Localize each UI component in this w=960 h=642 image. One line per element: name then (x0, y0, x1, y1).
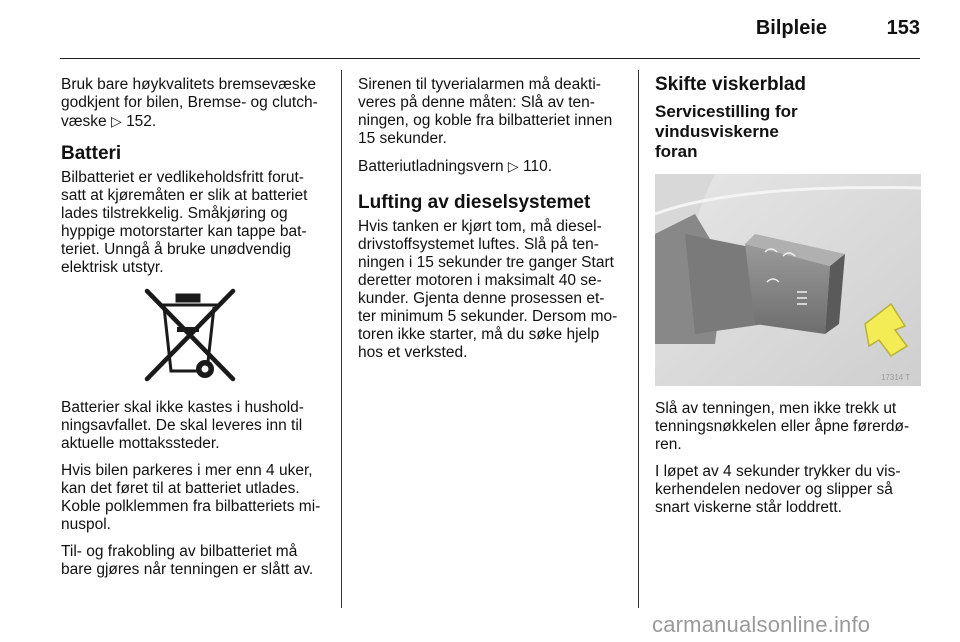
step2-paragraph: I løpet av 4 sekunder trykker du vis- kerhendelen nedover og slipper så snart viskerne står loddrett. (655, 463, 901, 516)
battery-paragraph: Bilbatteriet er vedlikeholdsfritt forut- satt at kjøremåten er slik at batteriet lades tilstrekkelig. Småkjøring og hyppige motorstarter kan tappe bat- teriet. Unngå å bruke unødvendig elektrisk utstyr. (61, 169, 308, 276)
page-reference-link[interactable]: 110. (523, 158, 553, 175)
xref-arrow-icon: ▷ (110, 113, 122, 129)
diesel-heading: Lufting av dieselsystemet (358, 192, 591, 213)
diesel-paragraph: Hvis tanken er kjørt tom, må diesel- drivstoffsystemet luftes. Slå på ten- ningen i 15 sekunder tre ganger Start deretter motoren i maksimalt 40 se- kunder. Gjenta denne prosessen et- ter minimum 5 sekunder. Dersom mo- toren ikke starter, må du søke hjelp hos et verksted. (358, 218, 618, 361)
page-number: 153 (886, 17, 920, 39)
image-code: 17314 T (881, 373, 911, 382)
section-title: Bilpleie (755, 17, 827, 39)
page-reference-link[interactable]: 152. (126, 113, 157, 130)
page-header (0, 0, 960, 62)
connect-paragraph: Til- og frakobling av bilbatteriet må bare gjøres når tenningen er slått av. (61, 543, 314, 578)
parking-paragraph: Hvis bilen parkeres i mer enn 4 uker, kan det føret til at batteriet utlades. Koble polklemmen fra bilbatteriets mi- nuspol. (61, 462, 321, 533)
xref-arrow-icon: ▷ (507, 158, 519, 174)
wiper-heading: Skifte viskerblad (655, 74, 807, 95)
wiper-lever-illustration (655, 174, 921, 386)
watermark-text: carmanualsonline.info (652, 612, 871, 637)
battery-heading: Batteri (61, 143, 122, 164)
column-divider (638, 70, 639, 608)
column-right (655, 76, 925, 526)
column-divider (341, 70, 342, 608)
disposal-paragraph: Batterier skal ikke kastes i hushold- ningsavfallet. De skal leveres inn til aktuelle mottakssteder. (61, 399, 304, 452)
column-left (61, 76, 333, 588)
service-position-heading: Servicestilling for vindusviskerne foran (655, 102, 798, 161)
protection-paragraph: Batteriutladningsvern ▷ 110. (358, 158, 553, 175)
crossed-out-bin-icon (141, 287, 239, 387)
brake-fluid-paragraph: Bruk bare høykvalitets bremsevæske godkjent for bilen, Bremse- og clutch- væske ▷ 152. (61, 76, 318, 130)
column-middle (358, 76, 628, 371)
siren-paragraph: Sirenen til tyverialarmen må deakti- veres på denne måten: Slå av ten- ningen, og koble fra bilbatteriet innen 15 sekunder. (358, 76, 613, 147)
header-rule (60, 58, 920, 59)
step1-paragraph: Slå av tenningen, men ikke trekk ut tenningsnøkkelen eller åpne førerdø- ren. (655, 400, 910, 453)
